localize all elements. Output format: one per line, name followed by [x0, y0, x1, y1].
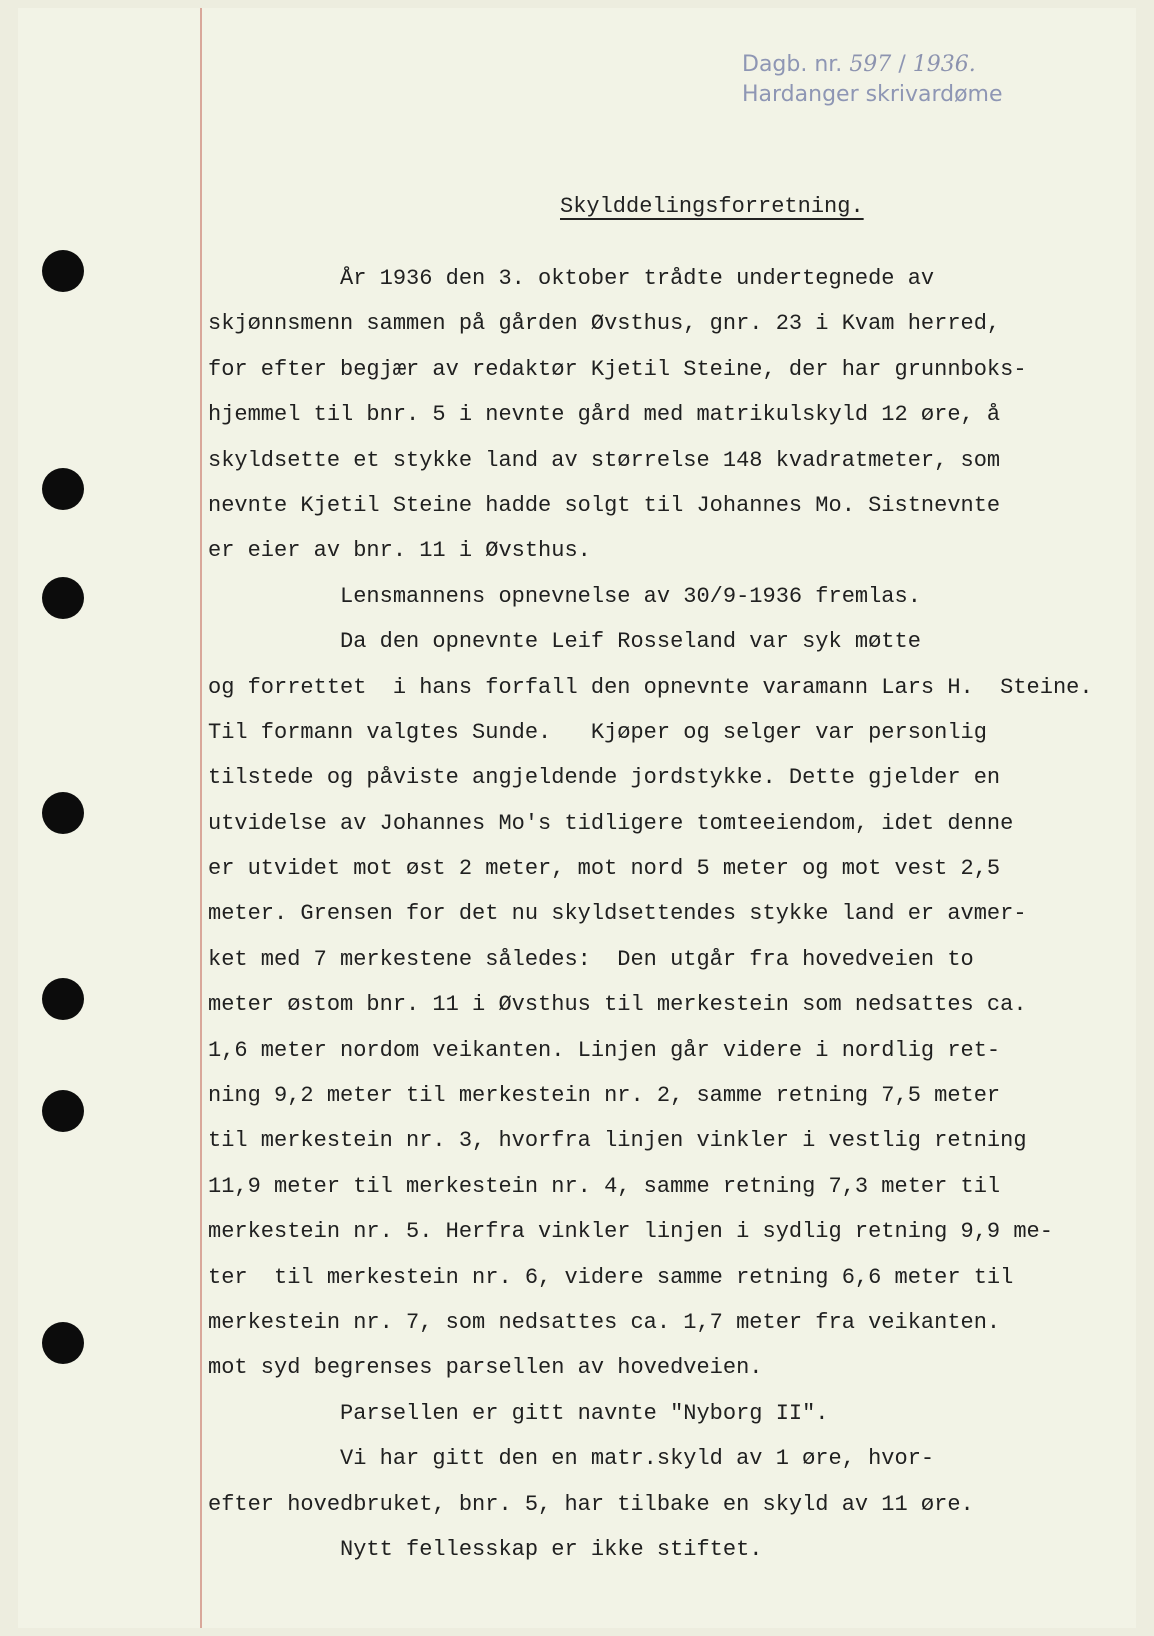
- text-line: for efter begjær av redaktør Kjetil Steine, der har grunnboks-: [208, 356, 1027, 382]
- text-line: ter til merkestein nr. 6, videre samme retning 6,6 meter til: [208, 1264, 1014, 1290]
- punch-hole: [42, 1322, 84, 1364]
- text-line: Til formann valgtes Sunde. Kjøper og selger var personlig: [208, 719, 987, 745]
- text-line: År 1936 den 3. oktober trådte undertegnede av: [208, 266, 935, 291]
- text-line: meter østom bnr. 11 i Øvsthus til merkestein som nedsattes ca.: [208, 992, 1027, 1018]
- punch-hole: [42, 250, 84, 292]
- text-line: Parsellen er gitt navnte "Nyborg II".: [208, 1400, 829, 1426]
- text-line: skyldsette et stykke land av størrelse 148 kvadratmeter, som: [208, 447, 1001, 473]
- text-line: tilstede og påviste angjeldende jordstykke. Dette gjelder en: [208, 765, 1001, 791]
- stamp-separator: /: [898, 52, 906, 77]
- text-line: ning 9,2 meter til merkestein nr. 2, samme retning 7,5 meter: [208, 1083, 1001, 1109]
- text-line: 11,9 meter til merkestein nr. 4, samme retning 7,3 meter til: [208, 1173, 1001, 1199]
- text-line: Lensmannens opnevnelse av 30/9-1936 fremlas.: [208, 583, 921, 609]
- stamp-year: 1936.: [912, 52, 976, 77]
- text-line: til merkestein nr. 3, hvorfra linjen vinkler i vestlig retning: [208, 1128, 1027, 1154]
- text-line: Da den opnevnte Leif Rosseland var syk møtte: [208, 629, 921, 655]
- text-line: utvidelse av Johannes Mo's tidligere tomteeiendom, idet denne: [208, 810, 1014, 836]
- stamp-prefix: Dagb. nr.: [742, 52, 843, 77]
- journal-stamp: [742, 52, 976, 77]
- stamp-office: Hardanger skrivardøme: [742, 82, 1003, 107]
- document-body: [208, 256, 1128, 1572]
- punch-hole: [42, 468, 84, 510]
- text-line: merkestein nr. 5. Herfra vinkler linjen i sydlig retning 9,9 me-: [208, 1219, 1053, 1245]
- text-line: merkestein nr. 7, som nedsattes ca. 1,7 meter fra veikanten.: [208, 1309, 1001, 1335]
- margin-rule: [200, 8, 202, 1628]
- stamp-number: 597: [849, 52, 892, 77]
- text-line: ket med 7 merkestene således: Den utgår fra hovedveien to: [208, 946, 974, 972]
- text-line: er utvidet mot øst 2 meter, mot nord 5 meter og mot vest 2,5: [208, 856, 1001, 882]
- punch-hole: [42, 978, 84, 1020]
- text-line: er eier av bnr. 11 i Øvsthus.: [208, 538, 591, 564]
- punch-hole: [42, 577, 84, 619]
- text-line: nevnte Kjetil Steine hadde solgt til Johannes Mo. Sistnevnte: [208, 492, 1001, 518]
- text-line: meter. Grensen for det nu skyldsettendes stykke land er avmer-: [208, 901, 1027, 927]
- document-title: Skylddelingsforretning.: [560, 194, 864, 219]
- text-line: efter hovedbruket, bnr. 5, har tilbake en skyld av 11 øre.: [208, 1491, 974, 1517]
- text-line: Nytt fellesskap er ikke stiftet.: [208, 1536, 763, 1562]
- text-line: mot syd begrenses parsellen av hovedveien.: [208, 1355, 763, 1381]
- text-line: hjemmel til bnr. 5 i nevnte gård med matrikulskyld 12 øre, å: [208, 402, 1001, 428]
- punch-hole: [42, 792, 84, 834]
- text-line: 1,6 meter nordom veikanten. Linjen går videre i nordlig ret-: [208, 1037, 1001, 1063]
- text-line: og forrettet i hans forfall den opnevnte varamann Lars H. Steine.: [208, 674, 1093, 700]
- text-line: skjønnsmenn sammen på gården Øvsthus, gnr. 23 i Kvam herred,: [208, 311, 1001, 337]
- punch-hole: [42, 1090, 84, 1132]
- text-line: Vi har gitt den en matr.skyld av 1 øre, hvor-: [208, 1446, 935, 1472]
